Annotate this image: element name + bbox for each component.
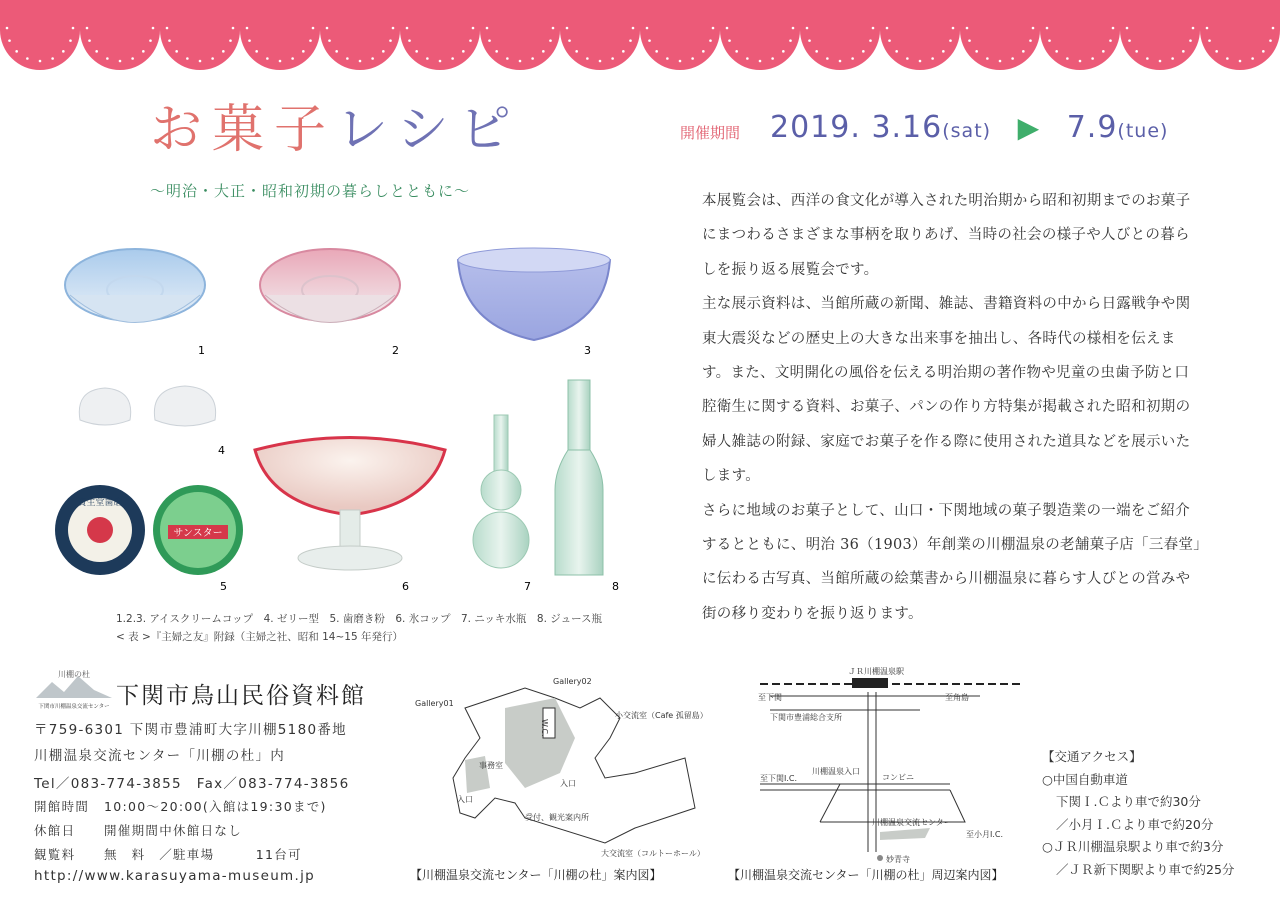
scallop-dot [408, 39, 411, 42]
page-title [150, 98, 521, 162]
scallop-dot [486, 27, 489, 30]
scallop-dot [86, 27, 89, 30]
scallop-dot [309, 39, 312, 42]
scallop-dot [8, 39, 11, 42]
scallop-dot [1269, 39, 1272, 42]
scallop-dot [872, 27, 875, 30]
scallop-dot [326, 27, 329, 30]
scallop-dot [1112, 27, 1115, 30]
scallop-dot [986, 57, 989, 60]
scallop-dot [1208, 39, 1211, 42]
scallop-dot [552, 27, 555, 30]
scallop-dot [335, 50, 338, 53]
scallop-dot [371, 57, 374, 60]
scallop-dot [246, 27, 249, 30]
tel-fax: Tel／083-774-3855 Fax／083-774-3856 [34, 776, 350, 792]
caption-line: < 表 >『主婦之友』附録（主婦之社、昭和 14~15 年発行） [116, 631, 403, 643]
map-label-onsen-entrance: 川棚温泉入口 [812, 767, 860, 776]
scallop-dot [869, 39, 872, 42]
scallop-dot [568, 39, 571, 42]
exhibition-description [702, 184, 1202, 631]
title-part1: お菓子 [150, 100, 337, 160]
nikki-water-bottle [473, 415, 529, 568]
map-label-to-ozuki-ic: 至小月I.C. [966, 830, 1004, 839]
scallop-dot [488, 39, 491, 42]
scallop-dot [599, 60, 602, 63]
scallop-dot [451, 57, 454, 60]
scallop-dot [728, 39, 731, 42]
subtitle: 〜明治・大正・昭和初期の暮らしとともに〜 [150, 182, 471, 200]
photo-label: 4 [218, 444, 225, 457]
scallop-dot [26, 57, 29, 60]
scallop-dot [495, 50, 498, 53]
floor-map-caption: 【川棚温泉交流センター「川棚の杜」案内図】 [410, 868, 662, 882]
scallop-dot [931, 57, 934, 60]
scallop-dot [69, 39, 72, 42]
photo-label: 5 [220, 580, 227, 593]
exhibit-photos [50, 240, 640, 600]
scallop-dot [542, 50, 545, 53]
scallop-dot [622, 50, 625, 53]
scallop-dot [1215, 50, 1218, 53]
scallop-dot [1189, 39, 1192, 42]
scallop-dot [166, 27, 169, 30]
scallop-dot [895, 50, 898, 53]
photo-label: 6 [402, 580, 409, 593]
period-label: 開催期間 [680, 124, 741, 142]
description-paragraph: 主な展示資料は、当館所蔵の新聞、雑誌、書籍資料の中から日露戦争や関東大震災などの歴史上の大きな出来事を抽出し、各時代の様相を伝えます。また、文明開化の風俗を伝える明治期の著作物や児童の虫歯予防と口腔衛生に関する資料、お菓子、パンの作り方特集が掲載された昭和初期の婦人雑誌の附録、家庭でお菓子を作る際に使用された道具などを展示いたします。 [702, 296, 1191, 485]
scallop-dot [586, 57, 589, 60]
closed-label: 休館日 [34, 823, 76, 838]
scallop-dot [1159, 60, 1162, 63]
scallop-dot [472, 27, 475, 30]
hours-value: 10:00〜20:00(入館は19:30まで) [104, 799, 327, 814]
scallop-dot [392, 27, 395, 30]
scallop-dot [211, 57, 214, 60]
scallop-dot [1182, 50, 1185, 53]
photo-label: 8 [612, 580, 619, 593]
map-label-to-shimonoseki-ic: 至下関I.C. [760, 774, 798, 783]
scallop-dot [1272, 27, 1275, 30]
scallop-dot [726, 27, 729, 30]
scallop-dot [746, 57, 749, 60]
glass-bowl-violet [458, 248, 610, 340]
scallop-dot [506, 57, 509, 60]
scallop-dot [15, 50, 18, 53]
scallop-dot [712, 27, 715, 30]
scallop-dot [975, 50, 978, 53]
area-map-caption: 【川棚温泉交流センター「川棚の杜」周辺案内図】 [728, 868, 1004, 882]
map-label-gallery01: Gallery01 [415, 699, 454, 708]
scallop-dot [248, 39, 251, 42]
photo-label: 1 [198, 344, 205, 357]
scallop-dot [346, 57, 349, 60]
hours-label: 開館時間 [34, 799, 90, 814]
scallop-dot [655, 50, 658, 53]
photo-label: 3 [584, 344, 591, 357]
caption-line: 1.2.3. アイスクリームコップ 4. ゼリー型 5. 歯磨き粉 6. 氷コップ 7. ニッキ水瓶 8. ジュース瓶 [116, 613, 603, 625]
map-label-big-hall: 大交流室（コルトーホール） [601, 849, 705, 858]
scallop-dot [312, 27, 315, 30]
jelly-molds [79, 386, 215, 426]
scallop-dot [839, 60, 842, 63]
photo-label: 2 [392, 344, 399, 357]
scallop-dot [1032, 27, 1035, 30]
scallop-dot [782, 50, 785, 53]
scallop-dot [702, 50, 705, 53]
scallop-dot [62, 50, 65, 53]
scallop-dot [792, 27, 795, 30]
closed-days [34, 821, 242, 839]
scallop-dot [279, 60, 282, 63]
scallop-dot [186, 57, 189, 60]
scallop-dot [906, 57, 909, 60]
start-date: 3.16 [871, 110, 943, 145]
area-map [740, 662, 1040, 878]
scallop-dot [222, 50, 225, 53]
scallop-dot [152, 27, 155, 30]
scallop-dot [72, 27, 75, 30]
scallop-dot [469, 39, 472, 42]
scallop-dot [632, 27, 635, 30]
fee-value: 無 料 ／駐車場 11台可 [104, 847, 302, 862]
scallop-dot [232, 27, 235, 30]
scallop-dot [808, 39, 811, 42]
map-label-convenience: コンビニ [882, 773, 914, 782]
scallop-dot [291, 57, 294, 60]
map-label-entrance-1: 入口 [457, 795, 473, 804]
scallop-dot [648, 39, 651, 42]
address-line-1: 〒759-6301 下関市豊浦町大字川棚5180番地 [34, 722, 347, 738]
scallop-dot [759, 60, 762, 63]
juice-bottle [555, 380, 603, 575]
scallop-dot [6, 27, 9, 30]
scallop-dot [1066, 57, 1069, 60]
scallop-dot [415, 50, 418, 53]
scallop-dot [1135, 50, 1138, 53]
tooth-powder-tins [55, 485, 243, 575]
scallop-dot [1079, 60, 1082, 63]
scallop-dot [1239, 60, 1242, 63]
scallop-dot [328, 39, 331, 42]
scallop-dot [1046, 27, 1049, 30]
title-part2: レシピ [336, 100, 521, 160]
ice-cup [255, 438, 445, 571]
scallop-dot [229, 39, 232, 42]
scallop-dot [966, 27, 969, 30]
scallop-dot [149, 39, 152, 42]
scallop-dot [382, 50, 385, 53]
period-year: 2019. [770, 110, 861, 145]
logo-subtext: 下関市川棚温泉交流センター [38, 704, 110, 710]
scallop-dot [888, 39, 891, 42]
scallop-dot [611, 57, 614, 60]
photo-label: 7 [524, 580, 531, 593]
scallop-dot [1109, 39, 1112, 42]
scallop-dot [952, 27, 955, 30]
floor-map [405, 668, 735, 878]
scallop-dot [302, 50, 305, 53]
access-info [1042, 746, 1234, 881]
scallop-dot [1126, 27, 1129, 30]
map-label-entrance-2: 入口 [560, 779, 576, 788]
scallop-dot [1146, 57, 1149, 60]
scallop-dot [691, 57, 694, 60]
scallop-dot [629, 39, 632, 42]
glass-bowl-blue [65, 249, 205, 323]
scallop-dot [999, 60, 1002, 63]
map-label-to-shimonoseki: 至下関 [758, 693, 782, 702]
scallop-dot [119, 60, 122, 63]
scallop-dot [1262, 50, 1265, 53]
access-line: ／ＪＲ新下関駅より車で約25分 [1056, 861, 1235, 877]
scallop-dot [806, 27, 809, 30]
description-paragraph: 本展覧会は、西洋の食文化が導入された明治期から昭和初期までのお菓子にまつわるさまざまな事柄を取りあげ、当時の社会の様子や人びとの暮らしを振り返る展覧会です。 [702, 193, 1191, 278]
scallop-dot [646, 27, 649, 30]
access-line: ○中国自動車道 [1042, 771, 1128, 787]
scallop-dot [406, 27, 409, 30]
scallop-dot [519, 60, 522, 63]
scallop-dot [862, 50, 865, 53]
scallop-dot [919, 60, 922, 63]
access-title: 【交通アクセス】 [1042, 749, 1142, 764]
access-line: ／小月Ｉ.Ｃより車で約20分 [1056, 816, 1214, 832]
scallop-dot [709, 39, 712, 42]
scallop-dot [95, 50, 98, 53]
scallop-dot [1048, 39, 1051, 42]
scallop-dot [266, 57, 269, 60]
exhibition-period [770, 110, 1168, 145]
scallop-dot [199, 60, 202, 63]
scallop-dot [439, 60, 442, 63]
map-label-small-hall: 小交流室（Cafe 孤留島） [615, 711, 708, 720]
scallop-dot [175, 50, 178, 53]
start-day: (sat) [942, 120, 992, 142]
map-label-office: 事務室 [479, 761, 503, 770]
scallop-dot [942, 50, 945, 53]
scallop-dot [426, 57, 429, 60]
scallop-dot [1206, 27, 1209, 30]
scallop-dot [1171, 57, 1174, 60]
scallop-dot [531, 57, 534, 60]
photo-caption [116, 610, 602, 646]
scallop-dot [1022, 50, 1025, 53]
scallop-dot [131, 57, 134, 60]
scallop-dot [255, 50, 258, 53]
museum-logo [34, 668, 114, 714]
scallop-dot [88, 39, 91, 42]
scalloped-header-border [0, 0, 1280, 70]
scallop-dot [1055, 50, 1058, 53]
scallop-dot [968, 39, 971, 42]
scallop-dot [1102, 50, 1105, 53]
tin-label-1: 資生堂歯磨 [77, 498, 123, 508]
opening-hours [34, 797, 327, 815]
logo-text: 川棚の杜 [58, 670, 90, 679]
scallop-dot [1029, 39, 1032, 42]
admission [34, 845, 302, 863]
glass-bowl-pink [260, 249, 400, 323]
museum-name: 下関市鳥山民俗資料館 [116, 683, 366, 709]
map-label-wc: W.C. [540, 719, 549, 737]
scallop-dot [1128, 39, 1131, 42]
scallop-dot [142, 50, 145, 53]
closed-value: 開催期間中休館日なし [104, 823, 243, 838]
map-label-gallery02: Gallery02 [553, 677, 592, 686]
end-day: (tue) [1117, 120, 1169, 142]
map-label-to-tsunoshima: 至角島 [945, 693, 969, 702]
fee-label: 観覧料 [34, 847, 76, 862]
scallop-dot [949, 39, 952, 42]
description-paragraph: さらに地域のお菓子として、山口・下関地域の菓子製造業の一端をご紹介するとともに、明治 36（1903）年創業の川棚温泉の老舗菓子店「三春堂」に伝わる古写真、当館所蔵の絵葉書から川棚温泉に暮らす人びとの営みや街の移り変わりを振り返ります。 [702, 502, 1201, 622]
scallop-dot [886, 27, 889, 30]
scallop-dot [851, 57, 854, 60]
scallop-dot [39, 60, 42, 63]
scallop-dot [359, 60, 362, 63]
scallop-dot [1226, 57, 1229, 60]
access-line: 下関Ｉ.Ｃより車で約30分 [1056, 794, 1201, 809]
scallop-dot [771, 57, 774, 60]
address-line-2: 川棚温泉交流センター「川棚の杜」内 [34, 748, 286, 764]
map-label-reception: 受付、観光案内所 [525, 813, 589, 822]
scallop-dot [1091, 57, 1094, 60]
scallop-dot [462, 50, 465, 53]
arrow-right-icon: ▶ [1017, 111, 1041, 144]
scallop-dot [826, 57, 829, 60]
scallop-dot [679, 60, 682, 63]
map-label-branch: 下関市豊浦総合支所 [770, 713, 842, 722]
map-label-temple: 妙青寺 [886, 855, 910, 864]
scallop-dot [168, 39, 171, 42]
scallop-dot [789, 39, 792, 42]
scallop-dot [1192, 27, 1195, 30]
museum-url[interactable]: http://www.karasuyama-museum.jp [34, 868, 316, 884]
access-line: ○ＪＲ川棚温泉駅より車で約3分 [1042, 839, 1224, 854]
end-date: 7.9 [1066, 110, 1118, 145]
scallop-dot [575, 50, 578, 53]
scallop-shape [0, 0, 1280, 70]
scallop-dot [389, 39, 392, 42]
tin-label-2: サンスター [173, 528, 223, 539]
scallop-dot [1011, 57, 1014, 60]
scallop-dot [666, 57, 669, 60]
scallop-dot [106, 57, 109, 60]
map-label-station: ＪＲ川棚温泉駅 [848, 667, 904, 676]
scallop-dot [549, 39, 552, 42]
scallop-dot [815, 50, 818, 53]
scallop-dot [735, 50, 738, 53]
map-label-center: 川棚温泉交流センター [872, 818, 952, 827]
scallop-dot [51, 57, 54, 60]
scallop-dot [1251, 57, 1254, 60]
scallop-dot [566, 27, 569, 30]
